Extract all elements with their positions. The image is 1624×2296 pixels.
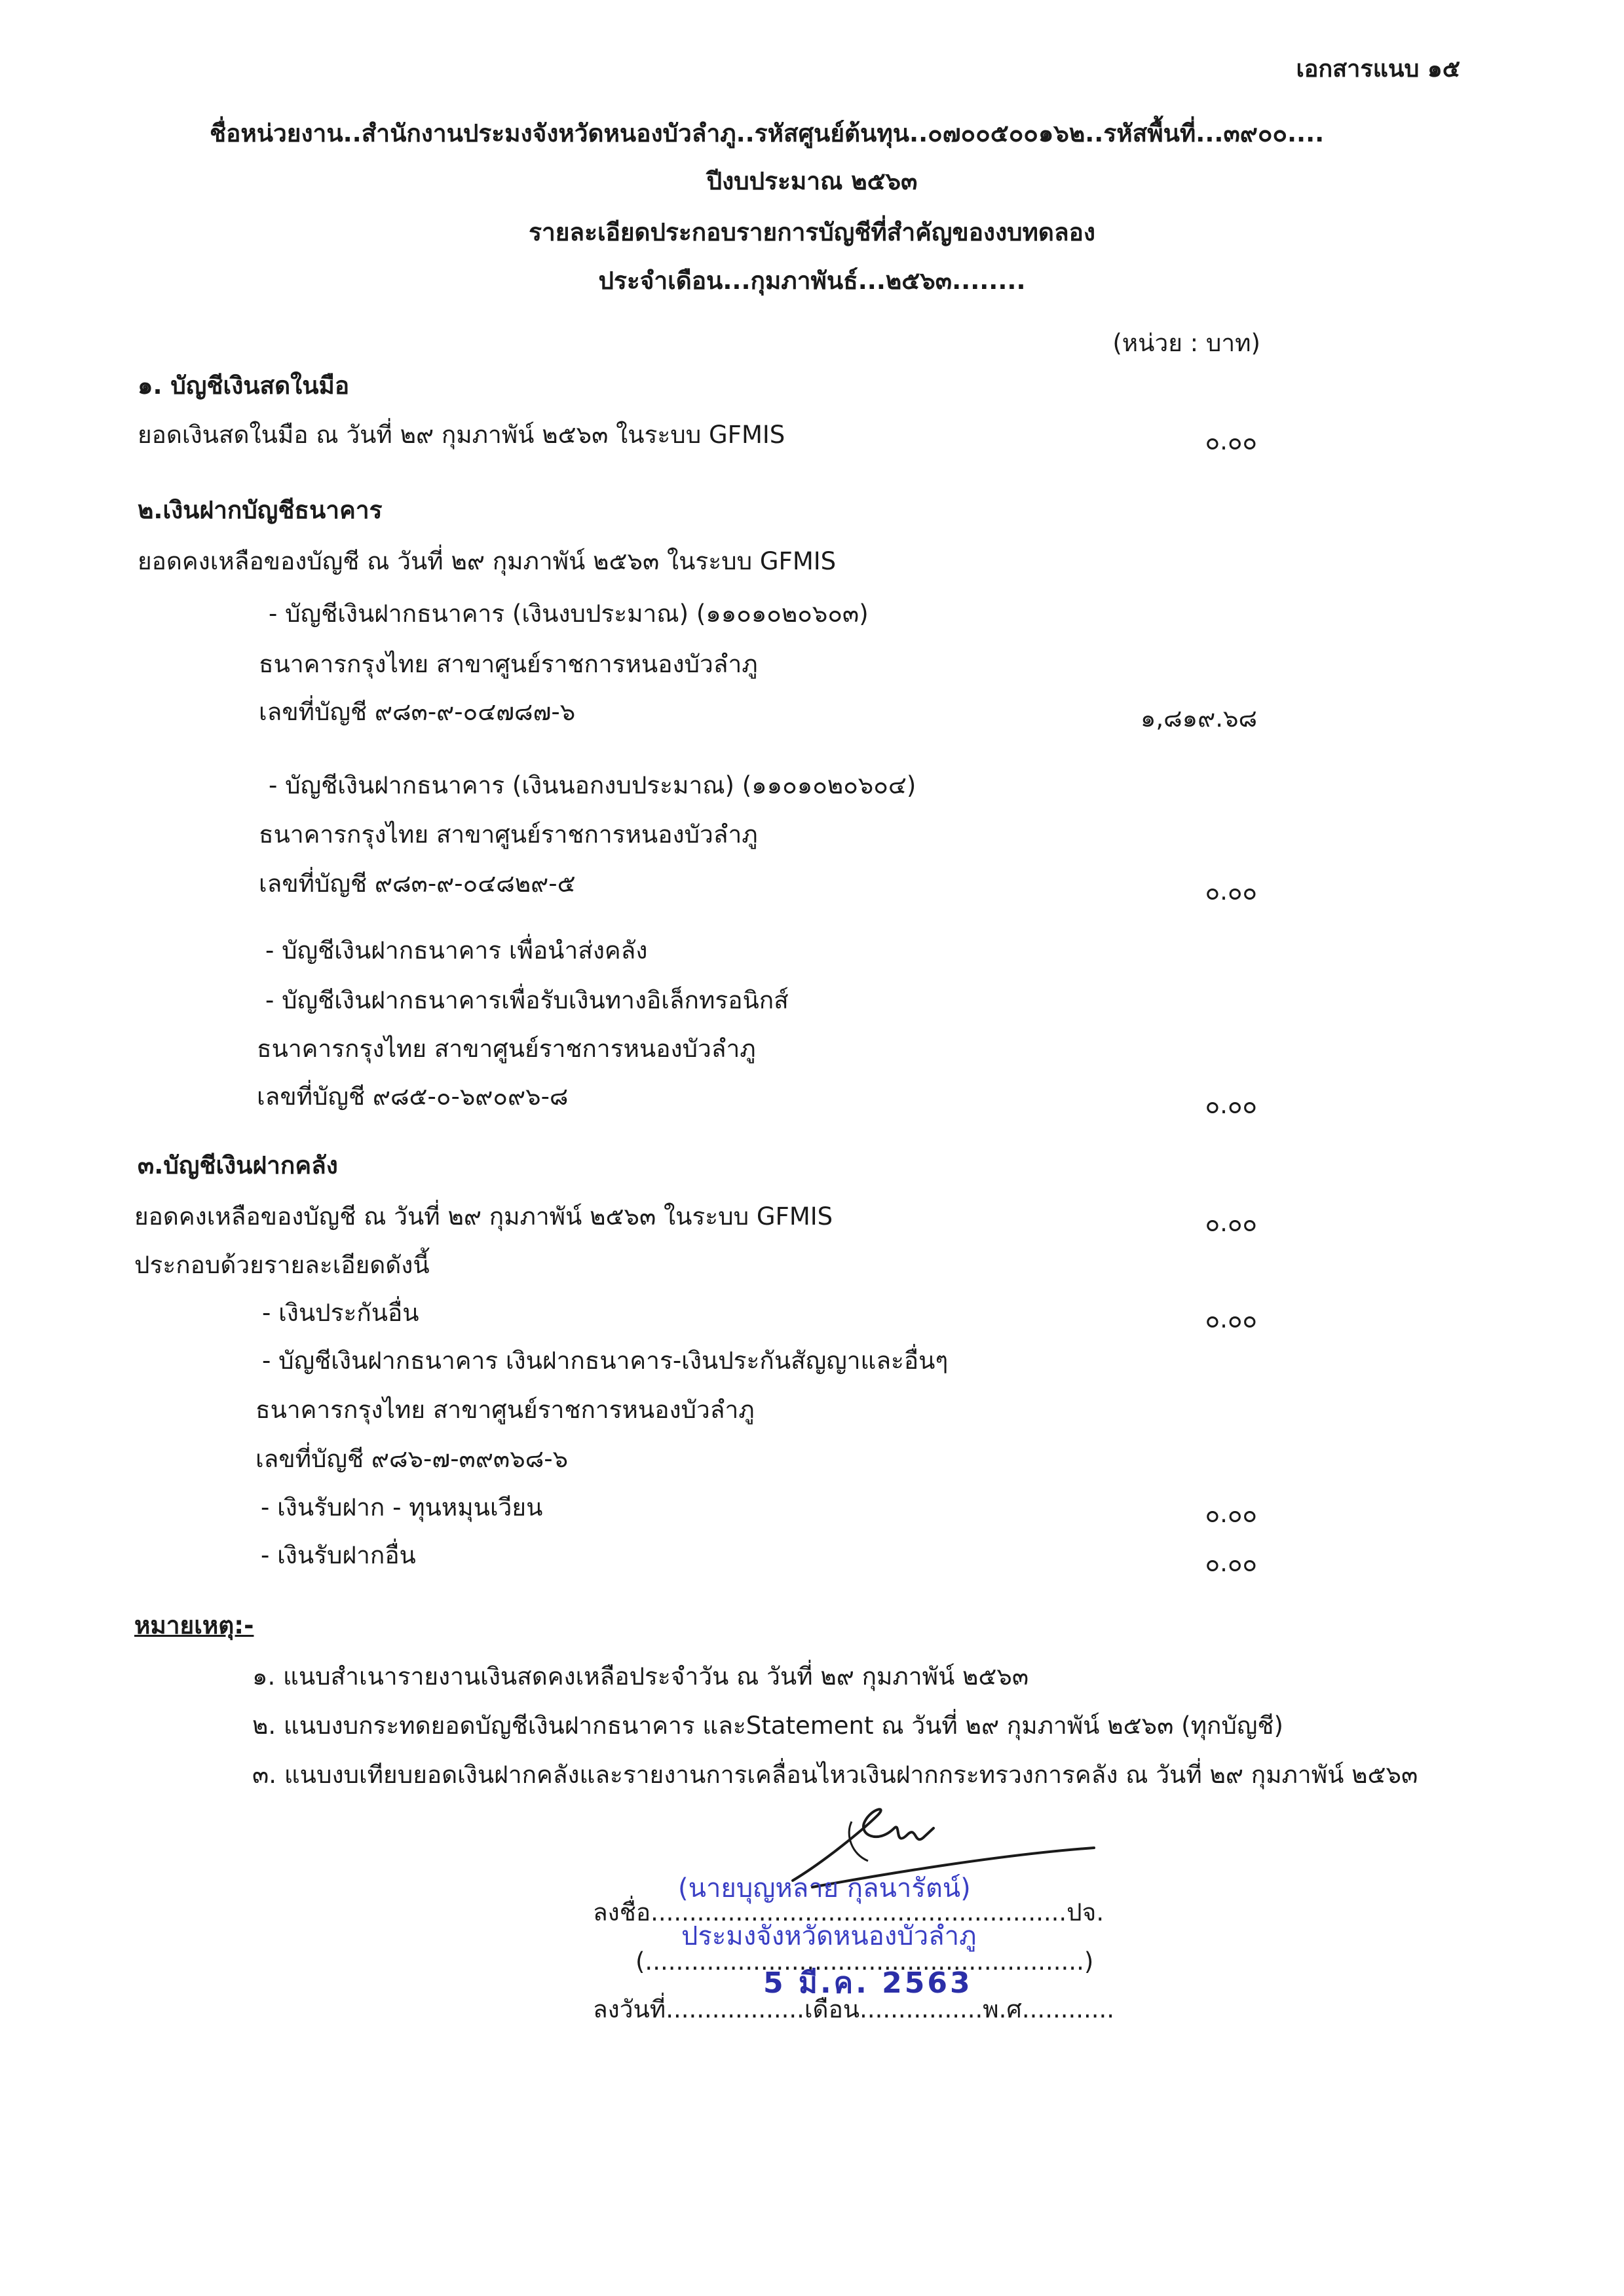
signer-name-handwritten: (นายบุญหลาย กุลนารัตน์) — [678, 1873, 971, 1904]
section-3-title: ๓.บัญชีเงินฝากคลัง — [138, 1151, 338, 1179]
note-2: ๒. แนบงบกระทดยอดบัญชีเงินฝากธนาคาร และStatement ณ วันที่ ๒๙ กุมภาพัน์ ๒๕๖๓ (ทุกบัญชี) — [252, 1712, 1283, 1740]
document-reference: เอกสารแนบ ๑๕ — [1296, 56, 1460, 83]
header-agency-line: ชื่อหน่วยงาน..สำนักงานประมงจังหวัดหนองบัวลำภู..รหัสศูนย์ต้นทุน..๐๗๐๐๕๐๐๑๖๒..รหัสพื้นที่...๓๙๐๐.... — [210, 119, 1325, 147]
note-1: ๑. แนบสำเนารายงานเงินสดคงเหลือประจำวัน ณ วันที่ ๒๙ กุมภาพัน์ ๒๕๖๓ — [252, 1662, 1029, 1691]
sign-date-line: ลงวันที่..................เดือน................พ.ศ............ — [593, 1995, 1115, 2023]
unit-label: (หน่วย : บาท) — [1112, 329, 1260, 357]
item-guarantee-label: - เงินประกันอื่น — [262, 1299, 419, 1327]
header-report-title: รายละเอียดประกอบรายการบัญชีที่สำคัญของงบทดลอง — [529, 218, 1095, 246]
header-month: ประจำเดือน...กุมภาพันธ์...๒๕๖๓........ — [598, 267, 1026, 295]
account-2-amount: ๐.๐๐ — [1205, 877, 1257, 906]
item-revolving-label: - เงินรับฝาก - ทุนหมุนเวียน — [261, 1493, 543, 1521]
section-2-title: ๒.เงินฝากบัญชีธนาคาร — [138, 496, 383, 524]
section-2-desc: ยอดคงเหลือของบัญชี ณ วันที่ ๒๙ กุมภาพัน์ ๒๕๖๓ ในระบบ GFMIS — [138, 547, 837, 575]
item-deposit-bank: ธนาคารกรุงไทย สาขาศูนย์ราชการหนองบัวลำภู — [255, 1396, 755, 1424]
account-2-number: เลขที่บัญชี ๙๘๓-๙-๐๔๘๒๙-๕ — [259, 870, 576, 898]
notes-title: หมายเหตุ:- — [134, 1611, 254, 1639]
account-3-name-2: - บัญชีเงินฝากธนาคารเพื่อรับเงินทางอิเล็กทรอนิกส์ — [265, 986, 789, 1014]
account-3-name-1: - บัญชีเงินฝากธนาคาร เพื่อนำส่งคลัง — [265, 936, 648, 965]
account-1-amount: ๑,๘๑๙.๖๘ — [1140, 704, 1257, 733]
account-1-name: - บัญชีเงินฝากธนาคาร (เงินงบประมาณ) (๑๑๐๑๐๒๐๖๐๓) — [269, 600, 869, 628]
item-deposit-number: เลขที่บัญชี ๙๘๖-๗-๓๙๓๖๘-๖ — [255, 1445, 569, 1473]
section-1-desc: ยอดเงินสดในมือ ณ วันที่ ๒๙ กุมภาพัน์ ๒๕๖๓ ในระบบ GFMIS — [138, 421, 785, 449]
signer-position-handwritten: ประมงจังหวัดหนองบัวลำภู — [681, 1921, 977, 1951]
account-2-bank: ธนาคารกรุงไทย สาขาศูนย์ราชการหนองบัวลำภู — [259, 820, 758, 849]
section-3-amount: ๐.๐๐ — [1205, 1209, 1257, 1237]
sign-position-line: (.........................................................) — [635, 1947, 1094, 1976]
account-1-bank: ธนาคารกรุงไทย สาขาศูนย์ราชการหนองบัวลำภู — [259, 650, 758, 678]
account-3-amount: ๐.๐๐ — [1205, 1091, 1257, 1119]
section-3-desc: ยอดคงเหลือของบัญชี ณ วันที่ ๒๙ กุมภาพัน์ ๒๕๖๓ ในระบบ GFMIS — [134, 1202, 833, 1231]
header-fiscal-year: ปีงบประมาณ ๒๕๖๓ — [706, 167, 918, 195]
date-stamp: 5 มี.ค. 2563 — [763, 1966, 973, 2000]
note-3: ๓. แนบงบเทียบยอดเงินฝากคลังและรายงานการเคลื่อนไหวเงินฝากกระทรวงการคลัง ณ วันที่ ๒๙ กุมภาพัน์ ๒๕๖๓ — [252, 1761, 1418, 1789]
account-1-number: เลขที่บัญชี ๙๘๓-๙-๐๔๗๘๗-๖ — [259, 698, 576, 726]
item-other-deposit-amount: ๐.๐๐ — [1205, 1549, 1257, 1577]
section-3-detail: ประกอบด้วยรายละเอียดดังนี้ — [134, 1251, 430, 1279]
account-2-name: - บัญชีเงินฝากธนาคาร (เงินนอกงบประมาณ) (๑๑๐๑๐๒๐๖๐๔) — [269, 771, 916, 799]
section-1-title: ๑. บัญชีเงินสดในมือ — [138, 372, 350, 400]
item-guarantee-amount: ๐.๐๐ — [1205, 1305, 1257, 1333]
account-3-number: เลขที่บัญชี ๙๘๕-๐-๖๙๐๙๖-๘ — [257, 1082, 569, 1111]
section-1-amount: ๐.๐๐ — [1205, 427, 1257, 455]
account-3-bank: ธนาคารกรุงไทย สาขาศูนย์ราชการหนองบัวลำภู — [257, 1035, 756, 1063]
item-other-deposit-label: - เงินรับฝากอื่น — [261, 1541, 416, 1569]
sign-name-line: ลงชื่อ......................................................ปจ. — [593, 1898, 1105, 1926]
item-deposit-account-name: - บัญชีเงินฝากธนาคาร เงินฝากธนาคาร-เงินประกันสัญญาและอื่นๆ — [262, 1347, 949, 1375]
item-revolving-amount: ๐.๐๐ — [1205, 1500, 1257, 1528]
